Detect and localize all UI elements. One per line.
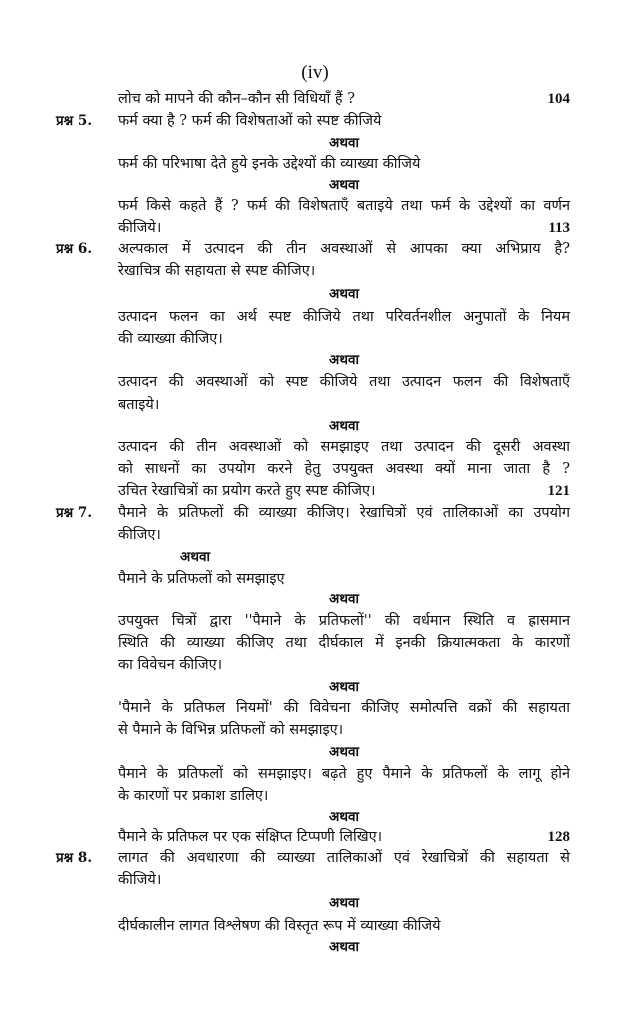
question-line: पैमाने के प्रतिफलों को समझाइए। बढ़ते हुए पैमाने के प्रतिफलों के लागू होने: [118, 766, 570, 782]
question-line: पैमाने के प्रतिफलों की व्याख्या कीजिए। रेखाचित्रों एवं तालिकाओं का उपयोग: [118, 505, 570, 521]
or-separator: अथवा: [329, 744, 359, 760]
or-separator: अथवा: [329, 809, 359, 825]
question-line: फर्म क्या है ? फर्म की विशेषताओं को स्पष्ट कीजिये: [118, 113, 382, 129]
question-line: को साधनों का उपयोग करने हेतु उपयुक्त अवस्था क्यों माना जाता है ?: [118, 461, 570, 477]
page-reference: 121: [547, 483, 570, 499]
question-label-5: प्रश्न 5.: [56, 113, 93, 129]
question-label-8: प्रश्न 8.: [56, 850, 93, 866]
question-label-6: प्रश्न 6.: [56, 241, 93, 257]
question-line: फर्म किसे कहते हैं ? फर्म की विशेषताएँ बताइये तथा फर्म के उद्देश्यों का वर्णन: [118, 198, 570, 214]
question-line: 'पैमाने के प्रतिफल नियमों' की विवेचना कीजिए समोत्पत्ति वक्रों की सहायता: [118, 700, 570, 716]
question-line: बताइये।: [118, 397, 160, 413]
question-line: लोच को मापने की कौन–कौन सी विधियाँ हैं ?: [118, 91, 355, 107]
question-line: रेखाचित्र की सहायता से स्पष्ट कीजिए।: [118, 263, 316, 279]
question-line: उत्पादन फलन का अर्थ स्पष्ट कीजिये तथा परिवर्तनशील अनुपातों के नियम: [118, 309, 570, 325]
or-separator: अथवा: [329, 679, 359, 695]
question-line: अल्पकाल में उत्पादन की तीन अवस्थाओं से आपका क्या अभिप्राय है?: [118, 241, 570, 257]
question-label-7: प्रश्न 7.: [56, 505, 93, 521]
question-line: कीजिये।: [118, 872, 162, 888]
question-line: का विवेचन कीजिए।: [118, 657, 223, 673]
page-reference: 113: [548, 220, 570, 236]
or-separator: अथवा: [329, 352, 359, 368]
question-line: लागत की अवधारणा की व्याख्या तालिकाओं एवं रेखाचित्रों की सहायता से: [118, 850, 570, 866]
or-separator: अथवा: [329, 895, 359, 911]
question-line: उत्पादन की अवस्थाओं को स्पष्ट कीजिये तथा उत्पादन फलन की विशेषताएँ: [118, 374, 570, 390]
question-line: फर्म की परिभाषा देते हुये इनके उद्देश्यों की व्याख्या कीजिये: [118, 156, 421, 172]
question-line: पैमाने के प्रतिफलों को समझाइए: [118, 571, 285, 587]
question-line: कीजिए।: [118, 527, 161, 543]
question-line: के कारणों पर प्रकाश डालिए।: [118, 788, 269, 804]
page-number: (iv): [301, 62, 329, 83]
question-line: उत्पादन की तीन अवस्थाओं को समझाइए तथा उत्पादन की दूसरी अवस्था: [118, 439, 570, 455]
question-line: कीजिये।: [118, 220, 162, 236]
question-line: पैमाने के प्रतिफल पर एक संक्षिप्त टिप्पणी लिखिए।: [118, 829, 383, 845]
or-separator: अथवा: [329, 591, 359, 607]
or-separator: अथवा: [329, 939, 359, 955]
question-line: उचित रेखाचित्रों का प्रयोग करते हुए स्पष्ट कीजिए।: [118, 483, 376, 499]
or-separator: अथवा: [329, 135, 359, 151]
question-line: उपयुक्त चित्रों द्वारा ''पैमाने के प्रतिफलों'' की वर्धमान स्थिति व ह्रासमान: [118, 613, 570, 629]
page-reference: 128: [547, 829, 570, 845]
question-line: दीर्घकालीन लागत विश्लेषण की विस्तृत रूप में व्याख्या कीजिये: [118, 918, 441, 934]
or-separator: अथवा: [180, 549, 210, 565]
or-separator: अथवा: [329, 418, 359, 434]
question-line: से पैमाने के विभिन्न प्रतिफलों को समझाइए।: [118, 722, 344, 738]
page-reference: 104: [547, 91, 570, 107]
or-separator: अथवा: [329, 177, 359, 193]
question-line: स्थिति की व्याख्या कीजिए तथा दीर्घकाल में इनकी क्रियात्मकता के कारणों: [118, 635, 570, 651]
or-separator: अथवा: [329, 286, 359, 302]
question-line: की व्याख्या कीजिए।: [118, 331, 223, 347]
